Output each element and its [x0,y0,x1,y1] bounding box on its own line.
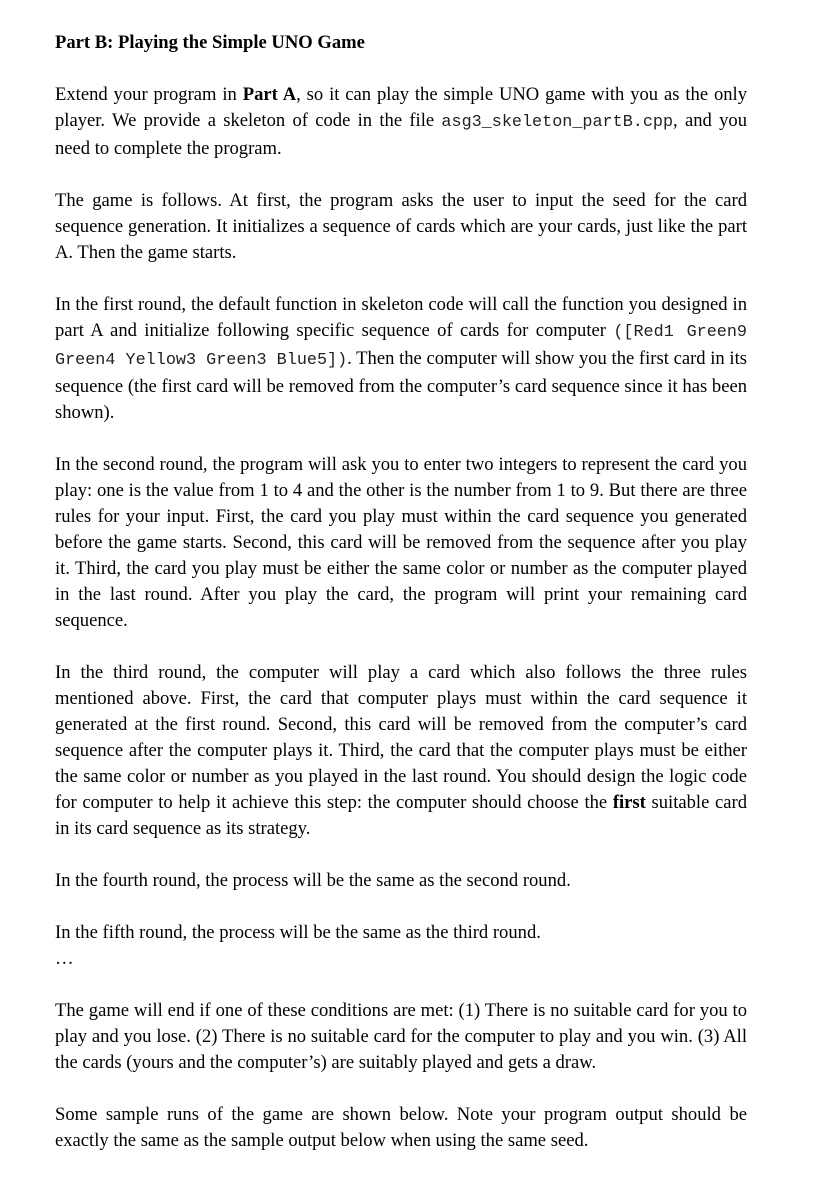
skeleton-filename: asg3_skeleton_partB.cpp [441,113,674,132]
first-round-text-b: . Then the computer will show you the first card in its sequence (the first card will be removed from the computer’s card sequence since it has been shown). [55,348,747,423]
intro-text-c: , so it can play the simple UNO game with you as the only player. We provide a skeleton of code in the file [55,84,748,131]
third-round-text-c: suitable card in its card sequence as its strategy. [55,792,747,839]
intro-text-a: Extend your program in [55,84,243,105]
paragraph-end-conditions: The game will end if one of these conditions are met: (1) There is no suitable card for you to play and you lose. (2) There is no suitable card for the computer to play and you win. (3) All the cards (yours and the computer’s) are suitably played and gets a draw. [55,1000,747,1073]
intro-text-d: , and you need to complete the program. [55,110,747,159]
paragraph-sample-runs: Some sample runs of the game are shown below. Note your program output should be exactly the same as the sample output below when using the same seed. [55,1104,747,1151]
paragraph-fourth-round: In the fourth round, the process will be the same as the second round. [55,870,571,891]
first-round-text-a: In the first round, the default function in skeleton code will call the function you designed in part A and initialize following specific sequence of cards for computer [55,294,747,341]
paragraph-first-round [55,292,747,426]
document-page [55,30,747,1180]
third-round-text-a: In the third round, the computer will play a card which also follows the three rules mentioned above. First, the card that computer plays must within the card sequence it generated at the first round. Second, this card will be removed from the computer’s card sequence after the computer plays it. Third, the card that the computer plays must be either the same color or number as you played in the last round. You should design the logic code for computer to help it achieve this step: the computer should choose the [55,662,747,813]
ellipsis: … [55,948,74,969]
paragraph-fifth-round: In the fifth round, the process will be the same as the third round. [55,922,541,943]
computer-card-sequence: ([Red1 Green9 Green4 Yellow3 Green3 Blue5]) [55,323,747,370]
paragraph-intro [55,82,747,162]
paragraph-second-round: In the second round, the program will ask you to enter two integers to represent the card you play: one is the value from 1 to 4 and the other is the number from 1 to 9. But there are three rules for your input. First, the card you play must within the card sequence you generated before the game starts. Second, this card will be removed from the sequence after you play it. Third, the card you play must be either the same color or number as the computer played in the last round. After you play the card, the program will print your remaining card sequence. [55,454,747,631]
section-heading: Part B: Playing the Simple UNO Game [55,32,365,53]
paragraph-third-round [55,660,747,842]
intro-bold-part-a: Part A [242,84,297,105]
third-round-bold-first: first [612,792,646,813]
paragraph-game-overview: The game is follows. At first, the program asks the user to input the seed for the card sequence generation. It initializes a sequence of cards which are your cards, just like the part A. Then the game starts. [55,190,747,263]
